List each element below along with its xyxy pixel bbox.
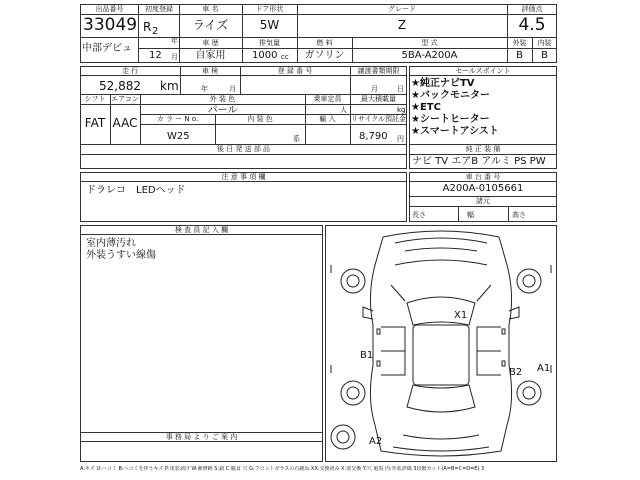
exterior-label: 外装: [512, 39, 527, 47]
shift-label: シフト: [84, 95, 106, 103]
fuel-label: 燃 料: [316, 39, 333, 47]
notes-label: 注 意 事 項 欄: [221, 173, 266, 181]
shift: FAT: [84, 116, 106, 130]
interior-grade: B: [541, 50, 548, 61]
year-unit: 年: [171, 37, 178, 45]
model-code-label: 型 式: [421, 39, 438, 47]
inspection-label: 車 検: [201, 67, 219, 75]
first-reg-month: 12: [149, 50, 162, 61]
grade: Z: [397, 18, 407, 32]
yen-unit: 円: [397, 135, 404, 143]
doc-deadline-label: 譲渡書類期限: [357, 67, 400, 75]
evaluation-score: 4.5: [518, 15, 546, 35]
dims-label: 諸元: [476, 197, 490, 205]
legend-footer: A:キズ U:ヘコミ B:ヘコミを伴うキズ P:塗装剥げ W:補修跡 S:錆 C:腐食 穴 G:フロントガラスの石跳ね XX:交換済み X:要交換 Y:穴 亀裂 内:外装評価 3段階カット(A=B=C=D=E) 3: [80, 466, 485, 472]
inspection-month-unit: 月: [229, 85, 236, 93]
usage: 自家用: [195, 50, 226, 61]
car-diagram: [325, 225, 557, 462]
exterior-grade: B: [516, 50, 523, 61]
ac-label: エアコン: [111, 95, 139, 103]
lot-no-label: 出品番号: [95, 5, 124, 13]
capacity-label: 乗車定員: [313, 95, 342, 103]
model-name-label: 車 名: [202, 5, 219, 13]
doors-label: ドア形状: [255, 5, 284, 13]
fuel: ガソリン: [304, 50, 345, 61]
damage-mark: A1: [537, 363, 551, 374]
sales-point-item: ★ETC: [411, 102, 441, 113]
first-reg-year: 2: [152, 26, 159, 37]
equipment: ナビ TV エアB アルミ PS PW: [412, 156, 546, 167]
interior-label: 内装: [537, 39, 552, 47]
damage-mark: X1: [454, 310, 468, 321]
reg-no-label: 登 録 番 号: [277, 67, 313, 75]
lot-number: 33049: [83, 15, 138, 35]
sales-points-label: セールスポイント: [455, 67, 511, 75]
body-color: パール: [207, 105, 238, 116]
chassis-label: 車 台 番 号: [465, 173, 501, 181]
recycle-label: リサイクル預託金: [350, 115, 407, 123]
displacement-label: 排気量: [259, 39, 280, 47]
office-label: 事 務 局 よ り ご 案 内: [165, 433, 238, 441]
notes-text: ドラレコ LEDヘッド: [86, 185, 186, 196]
color-no-label: カ ラ ー N o.: [156, 115, 199, 123]
deadline-month-unit: 月: [371, 85, 378, 93]
model-code: 5BA-A200A: [401, 50, 458, 61]
usage-label: 車 歴: [202, 39, 219, 47]
length-label: 長さ: [412, 211, 426, 219]
type-unit: 系: [293, 135, 300, 143]
person-unit: 人: [340, 106, 347, 114]
int-color-label: 内 装 色: [247, 115, 273, 123]
inspector-line: 室内薄汚れ: [86, 238, 136, 249]
venue-name: 中部デビュ: [82, 43, 132, 54]
era: R: [143, 20, 152, 34]
sales-point-item: ★バックモニター: [411, 90, 490, 101]
sales-point-item: ★スマートアシスト: [411, 126, 499, 137]
grade-label: グレード: [388, 5, 416, 13]
inspector-label: 検 査 員 記 入 欄: [174, 226, 229, 234]
width-label: 幅: [467, 211, 474, 219]
mileage-unit: km: [160, 79, 179, 93]
max-load-label: 最大積載量: [361, 95, 396, 103]
deadline-day-unit: 日: [397, 85, 404, 93]
damage-mark: B2: [509, 367, 523, 378]
damage-mark: B1: [360, 350, 374, 361]
air-conditioner: AAC: [112, 116, 138, 130]
inspection-year-unit: 年: [201, 85, 208, 93]
kg-unit: kg: [397, 106, 406, 114]
cc-unit: cc: [281, 53, 289, 61]
chassis-number: A200A-0105661: [442, 183, 524, 194]
import-label: 輸 入: [319, 115, 336, 123]
mileage: 52,882: [99, 79, 141, 93]
damage-mark: A2: [369, 436, 383, 447]
color-number: W25: [167, 131, 190, 142]
score-label: 評価点: [521, 5, 543, 13]
first-reg-label: 初度登録: [145, 5, 173, 13]
sales-point-item: ★シートヒーター: [411, 114, 490, 125]
model-name: ライズ: [192, 18, 229, 32]
recycle-fee: 8,790: [359, 131, 388, 142]
height-label: 高さ: [512, 211, 526, 219]
month-unit: 月: [171, 53, 178, 61]
equipment-label: 純 正 装 備: [465, 145, 501, 153]
mileage-label: 走 行: [121, 67, 139, 75]
later-parts-label: 後 日 発 送 部 品: [216, 145, 271, 153]
displacement: 1000: [252, 50, 278, 61]
color-label: 外 装 色: [209, 95, 236, 103]
inspector-line: 外装うすい線傷: [86, 250, 156, 261]
door-type: 5W: [259, 18, 280, 32]
sales-point-item: ★純正ナビTV: [411, 78, 475, 89]
